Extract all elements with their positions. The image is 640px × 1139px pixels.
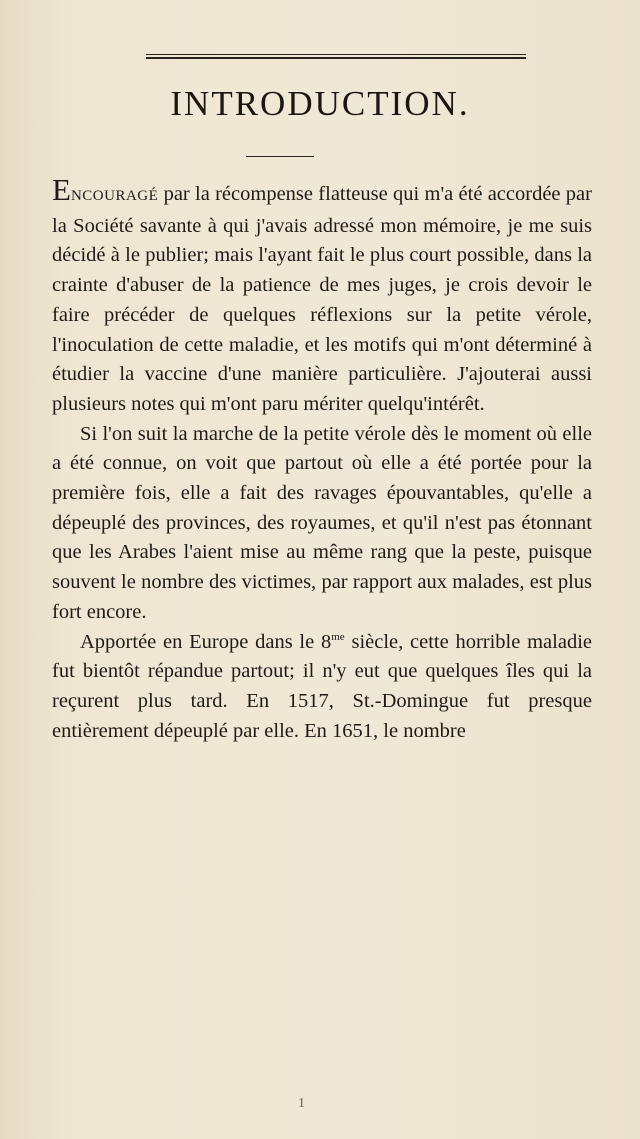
paragraph-3-text-after: siècle, cette horrible maladie fut bientôt répandue partout; il n'y eut que quelques îles qui la reçurent plus tard. En 1517, St.-Domingue fut presque entièrement dépeuplé par elle. En 1651, le nombre [52, 630, 592, 742]
drop-cap: E [52, 172, 71, 207]
opening-small-caps: NCOURAGÉ [70, 188, 159, 204]
paragraph-3-text-before: Apportée en Europe dans le 8 [80, 630, 332, 653]
paragraph-2: Si l'on suit la marche de la petite vérole dès le moment où elle a été connue, on voit que partout où elle a été portée pour la première fois, elle a fait des ravages épouvantables, qu'elle a dépeuplé des provinces, des royaumes, et qu'il n'est pas étonnant que les Arabes l'aient mise au même rang que la peste, puisque souvent le nombre des victimes, par rapport aux malades, est plus fort encore. [52, 422, 592, 623]
top-double-rule [146, 54, 526, 59]
signature-mark: 1 [298, 1096, 305, 1111]
paragraph-3 [52, 628, 592, 747]
body-text [52, 172, 592, 746]
paragraph-1 [52, 172, 592, 420]
title-separator-rule [246, 156, 314, 157]
ordinal-superscript: me [331, 630, 345, 643]
paragraph-1-text: par la récompense flatteuse qui m'a été accordée par la Société savante à qui j'avais adressé mon mémoire, je me suis décidé à le publier; mais l'ayant fait le plus court possible, dans la crainte d'abuser de la patience de mes juges, je crois devoir le faire précéder de quelques réflexions sur la petite vérole, l'inoculation de cette maladie, et les motifs qui m'ont déterminé à étudier la vaccine d'une manière particulière. J'ajouterai aussi plusieurs notes qui m'ont paru mériter quelqu'intérêt. [52, 183, 592, 415]
chapter-title: INTRODUCTION. [170, 84, 470, 123]
